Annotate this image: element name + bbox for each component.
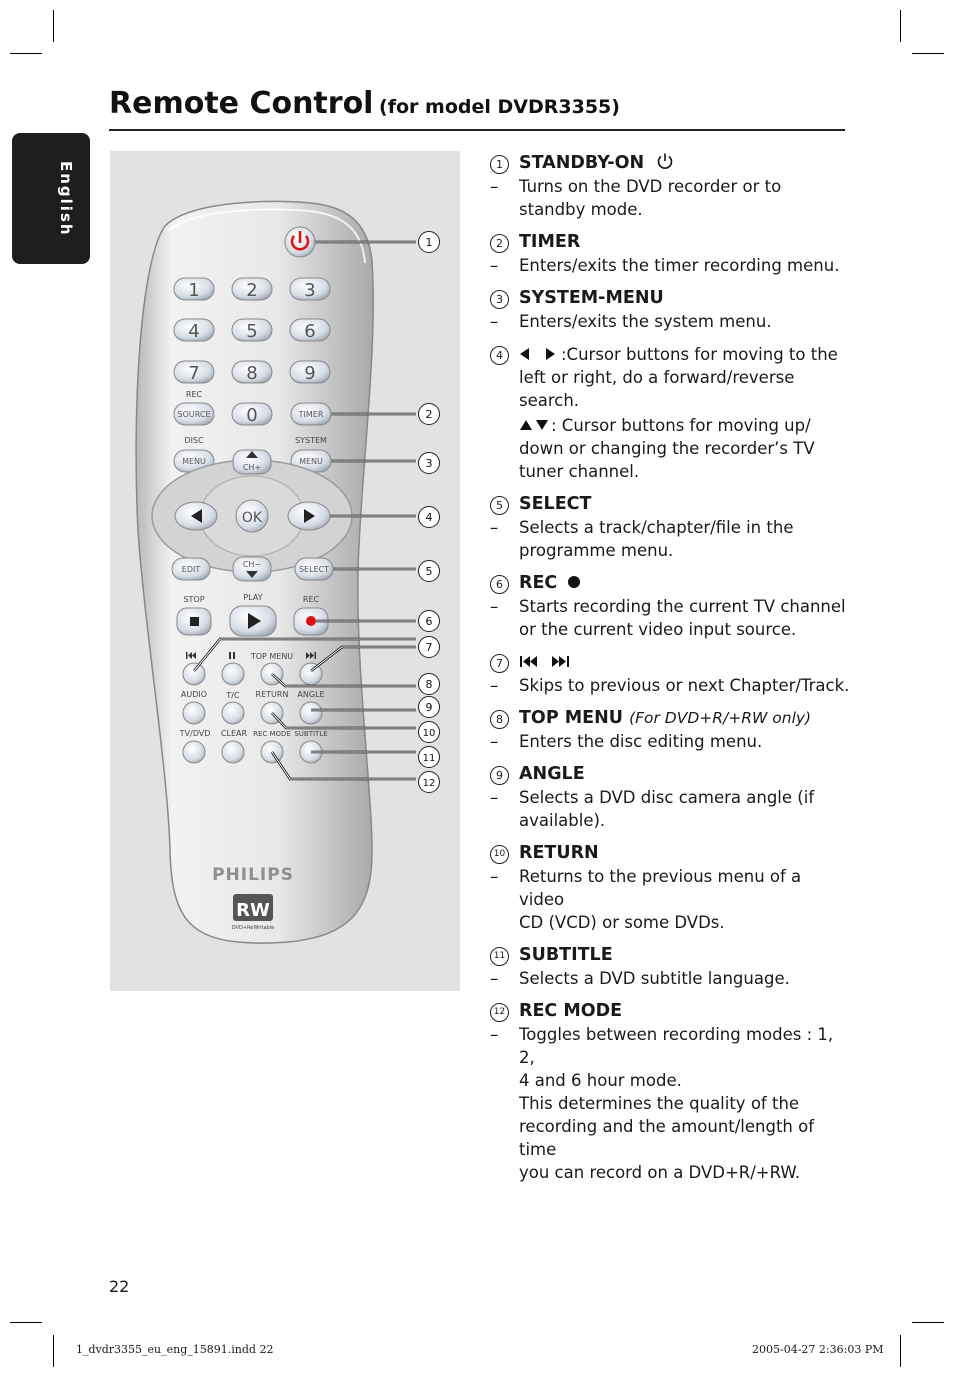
dvd-rw-logo bbox=[232, 894, 274, 931]
label-return: RETURN bbox=[255, 690, 289, 699]
list-item bbox=[490, 842, 850, 934]
item-heading: RETURN bbox=[519, 843, 599, 863]
list-item bbox=[490, 343, 850, 483]
system-menu-button-label: MENU bbox=[299, 457, 323, 466]
key-6-label: 6 bbox=[304, 321, 316, 342]
item-text: – Toggles between recording modes : 1, 2, bbox=[490, 1023, 850, 1069]
play-button[interactable] bbox=[230, 606, 276, 636]
label-play: PLAY bbox=[243, 593, 263, 602]
item-text: 4 and 6 hour mode. bbox=[519, 1071, 682, 1090]
item-text: tuner channel. bbox=[519, 462, 640, 481]
rw-logo-caption: DVD+ReWritable bbox=[231, 925, 275, 931]
item-number: 6 bbox=[490, 575, 509, 594]
philips-logo: PHILIPS bbox=[212, 865, 294, 885]
item-number: 5 bbox=[490, 496, 509, 515]
item-heading: REC MODE bbox=[519, 1001, 623, 1021]
list-item bbox=[490, 287, 850, 333]
item-text: programme menu. bbox=[519, 541, 674, 560]
key-2-label: 2 bbox=[246, 280, 258, 301]
label-subtitle: SUBTITLE bbox=[294, 730, 328, 738]
title-model: (for model DVDR3355) bbox=[379, 96, 620, 118]
remote-illustration bbox=[110, 151, 460, 991]
ch-down-label: CH− bbox=[242, 560, 262, 569]
item-text: – Enters the disc editing menu. bbox=[490, 730, 850, 753]
item-text: – Returns to the previous menu of a video bbox=[490, 865, 850, 911]
crop-mark bbox=[10, 1322, 42, 1323]
skip-prev-icon bbox=[519, 655, 539, 668]
label-tc: T/C bbox=[226, 691, 240, 700]
pause-button[interactable] bbox=[222, 663, 244, 685]
key-9-label: 9 bbox=[304, 363, 316, 384]
crop-mark bbox=[10, 53, 42, 54]
up-down-arrows-icon bbox=[519, 418, 551, 432]
label-clear: CLEAR bbox=[220, 729, 248, 738]
title-rule bbox=[109, 129, 845, 131]
crop-mark bbox=[900, 1335, 901, 1367]
item-heading: SELECT bbox=[519, 494, 592, 514]
ok-button-label: OK bbox=[241, 510, 263, 526]
button-descriptions bbox=[490, 152, 850, 1194]
label-top-menu: TOP MENU bbox=[250, 652, 294, 661]
title-main: Remote Control bbox=[109, 86, 374, 121]
right-button[interactable] bbox=[288, 502, 330, 530]
ch-up-label: CH+ bbox=[242, 463, 262, 472]
callout-5: 5 bbox=[425, 565, 433, 578]
item-heading: SYSTEM-MENU bbox=[519, 288, 664, 308]
stop-button[interactable] bbox=[177, 608, 211, 635]
item-number: 12 bbox=[490, 1003, 509, 1022]
crop-mark bbox=[53, 10, 54, 42]
list-item bbox=[490, 493, 850, 562]
ok-button[interactable] bbox=[236, 500, 268, 532]
key-4-label: 4 bbox=[188, 321, 200, 342]
item-text: recording and the amount/length of time bbox=[519, 1117, 815, 1159]
label-recmode: REC MODE bbox=[253, 730, 291, 738]
callout-2: 2 bbox=[425, 408, 433, 421]
key-0-label: 0 bbox=[246, 405, 258, 426]
callout-8: 8 bbox=[425, 678, 433, 691]
crop-mark bbox=[912, 1322, 944, 1323]
item-text: – Enters/exits the timer recording menu. bbox=[490, 254, 850, 277]
rw-logo-text: RW bbox=[236, 900, 270, 921]
source-button-label: SOURCE bbox=[177, 410, 211, 419]
item-text: – Enters/exits the system menu. bbox=[490, 310, 850, 333]
item-text: – Skips to previous or next Chapter/Track. bbox=[490, 674, 850, 697]
power-icon bbox=[656, 152, 674, 170]
key-5-label: 5 bbox=[246, 321, 258, 342]
item-number: 3 bbox=[490, 290, 509, 309]
list-item bbox=[490, 707, 850, 753]
item-text: – Starts recording the current TV channel bbox=[490, 595, 850, 618]
disc-menu-button-label: MENU bbox=[182, 457, 206, 466]
list-item bbox=[490, 572, 850, 641]
label-disc: DISC bbox=[184, 436, 204, 445]
select-button-label: SELECT bbox=[298, 565, 330, 574]
callout-11: 11 bbox=[422, 753, 436, 764]
item-number: 10 bbox=[490, 845, 509, 864]
stop-icon bbox=[190, 617, 199, 626]
item-text: This determines the quality of the bbox=[519, 1094, 800, 1113]
label-rec-top: REC bbox=[185, 390, 203, 399]
callout-6: 6 bbox=[425, 615, 433, 628]
list-item bbox=[490, 651, 850, 697]
item-heading: TOP MENU bbox=[519, 708, 623, 728]
prev-button[interactable] bbox=[183, 663, 205, 685]
page-number: 22 bbox=[109, 1277, 130, 1296]
callout-1: 1 bbox=[425, 236, 433, 249]
skip-next-icon bbox=[551, 655, 571, 668]
crop-mark bbox=[912, 53, 944, 54]
item-text: or the current video input source. bbox=[519, 620, 797, 639]
item-text: you can record on a DVD+R/+RW. bbox=[519, 1163, 801, 1182]
key-3-label: 3 bbox=[304, 280, 316, 301]
key-1-label: 1 bbox=[188, 280, 200, 301]
item-number: 2 bbox=[490, 234, 509, 253]
label-system: SYSTEM bbox=[295, 436, 327, 445]
item-text: – Turns on the DVD recorder or to bbox=[490, 175, 850, 198]
callout-4: 4 bbox=[425, 511, 433, 524]
record-dot-icon bbox=[567, 575, 581, 589]
left-button[interactable] bbox=[175, 502, 217, 530]
language-tab bbox=[12, 133, 90, 264]
item-text: left or right, do a forward/reverse search. bbox=[519, 368, 795, 410]
tc-button[interactable] bbox=[222, 702, 244, 724]
item-text: down or changing the recorder’s TV bbox=[519, 439, 815, 458]
item-heading: STANDBY-ON bbox=[519, 153, 645, 173]
item-text: – Selects a track/chapter/file in the bbox=[490, 516, 850, 539]
callout-10: 10 bbox=[422, 728, 436, 739]
item-heading: :Cursor buttons for moving to the bbox=[561, 345, 838, 364]
item-number: 7 bbox=[490, 654, 509, 673]
callout-9: 9 bbox=[425, 701, 433, 714]
left-right-arrows-icon bbox=[519, 347, 557, 361]
timer-button-label: TIMER bbox=[298, 410, 324, 419]
item-text: CD (VCD) or some DVDs. bbox=[519, 913, 725, 932]
item-number: 9 bbox=[490, 766, 509, 785]
language-tab-label: English bbox=[57, 161, 75, 237]
item-note: (For DVD+R/+RW only) bbox=[629, 709, 812, 727]
list-item bbox=[490, 152, 850, 221]
audio-button[interactable] bbox=[183, 702, 205, 724]
label-audio: AUDIO bbox=[180, 690, 208, 699]
label-rec: REC bbox=[302, 595, 320, 604]
rec-dot-icon bbox=[306, 616, 316, 626]
item-text: available). bbox=[519, 811, 606, 830]
list-item bbox=[490, 1000, 850, 1184]
list-item bbox=[490, 231, 850, 277]
item-heading: SUBTITLE bbox=[519, 945, 613, 965]
item-number: 4 bbox=[490, 346, 509, 365]
label-stop: STOP bbox=[183, 595, 205, 604]
crop-mark bbox=[53, 1335, 54, 1367]
clear-button[interactable] bbox=[222, 741, 244, 763]
item-heading: TIMER bbox=[519, 232, 581, 252]
key-8-label: 8 bbox=[246, 363, 258, 384]
remote-figure bbox=[110, 151, 460, 991]
footer-filename: 1_dvdr3355_eu_eng_15891.indd 22 bbox=[76, 1343, 274, 1356]
item-text: – Selects a DVD subtitle language. bbox=[490, 967, 850, 990]
callout-12: 12 bbox=[422, 778, 436, 789]
item-number: 8 bbox=[490, 710, 509, 729]
list-item bbox=[490, 763, 850, 832]
callout-7: 7 bbox=[425, 641, 433, 654]
tvdvd-button[interactable] bbox=[183, 741, 205, 763]
footer-timestamp: 2005-04-27 2:36:03 PM bbox=[752, 1343, 884, 1356]
item-text: standby mode. bbox=[519, 200, 643, 219]
label-angle: ANGLE bbox=[297, 690, 325, 699]
item-number: 11 bbox=[490, 947, 509, 966]
item-heading: REC bbox=[519, 573, 558, 593]
item-text: – Selects a DVD disc camera angle (if bbox=[490, 786, 850, 809]
list-item bbox=[490, 944, 850, 990]
key-7-label: 7 bbox=[188, 363, 200, 384]
item-heading: ANGLE bbox=[519, 764, 585, 784]
edit-button-label: EDIT bbox=[181, 565, 201, 574]
ch-down-button[interactable] bbox=[233, 557, 271, 581]
item-number: 1 bbox=[490, 155, 509, 174]
ch-up-button[interactable] bbox=[233, 450, 271, 474]
page-title bbox=[109, 86, 620, 121]
item-text: : Cursor buttons for moving up/ bbox=[551, 416, 811, 435]
callout-3: 3 bbox=[425, 457, 433, 470]
angle-button[interactable] bbox=[300, 702, 322, 724]
label-tvdvd: TV/DVD bbox=[179, 729, 211, 738]
crop-mark bbox=[900, 10, 901, 42]
